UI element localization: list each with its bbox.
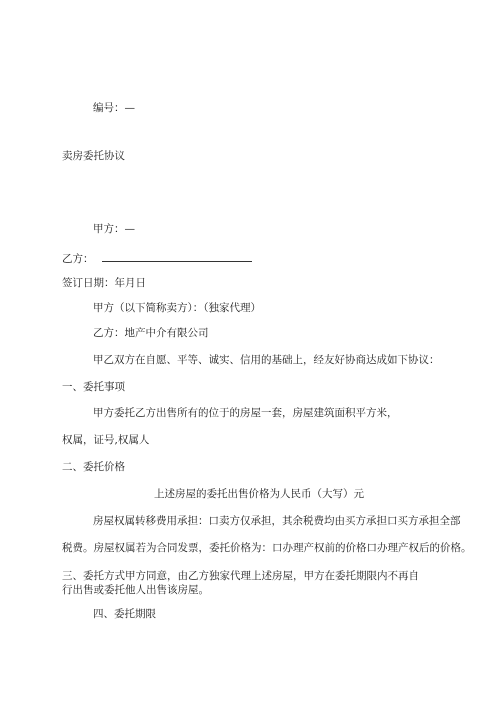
party-a-description: 甲方（以下简称卖方）：（独家代理） xyxy=(93,302,261,314)
party-b-line xyxy=(62,252,252,266)
document-title: 卖房委托协议 xyxy=(62,150,125,162)
party-a-label: 甲方：— xyxy=(93,223,135,235)
section3-paragraph: 三、委托方式甲方同意，由乙方独家代理上述房屋，甲方在委托期限内不再自行出售或委托他人出售该房屋。 xyxy=(62,570,419,596)
intro-paragraph: 甲乙双方在自愿、平等、诚实、信用的基础上，经友好协商达成如下协议： xyxy=(93,354,440,366)
party-b-label: 乙方： xyxy=(62,253,94,265)
section2-fee-line2: 税费。房屋权属若为合同发票，委托价格为：口办理产权前的价格口办理产权后的价格。 xyxy=(62,542,472,554)
party-b-blank xyxy=(102,253,252,262)
section2-fee-line1: 房屋权属转移费用承担：口卖方仅承担，其余税费均由买方承担口买方承担全部 xyxy=(93,515,461,527)
section1-heading: 一、委托事项 xyxy=(62,381,125,393)
party-b-description: 乙方：地产中介有限公司 xyxy=(93,327,209,339)
section2-heading: 二、委托价格 xyxy=(62,461,125,473)
document-number: 编号：— xyxy=(93,102,135,114)
sign-date: 签订日期：年月日 xyxy=(62,277,146,289)
section2-price: 上述房屋的委托出售价格为人民币（大写）元 xyxy=(154,488,364,500)
section4-heading: 四、委托期限 xyxy=(93,608,156,620)
section1-text-continued: 权属，证号,权属人 xyxy=(62,434,150,446)
section1-text: 甲方委托乙方出售所有的位于的房屋一套，房屋建筑面积平方米， xyxy=(93,407,398,419)
